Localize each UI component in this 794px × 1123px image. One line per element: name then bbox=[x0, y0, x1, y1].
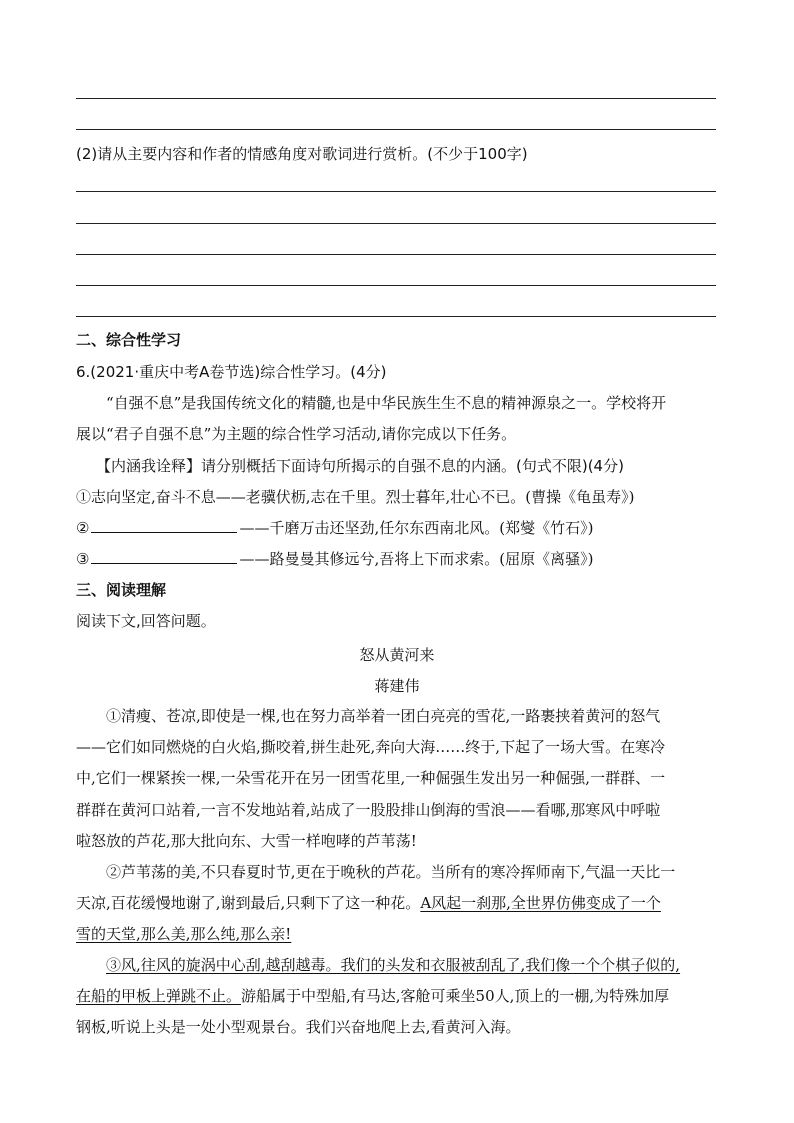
paragraph-line bbox=[76, 924, 724, 944]
answer-line bbox=[76, 316, 716, 317]
paragraph-line bbox=[76, 986, 724, 1006]
answer-item bbox=[76, 549, 724, 569]
reading-instruction: 阅读下文,回答问题。 bbox=[76, 612, 216, 630]
plain-text: 游船属于中型船,有马达,客舱可乘坐50人,顶上的一棚,为特殊加厚 bbox=[241, 987, 670, 1005]
task-instruction: 【内涵我诠释】请分别概括下面诗句所揭示的自强不息的内涵。(句式不限)(4分) bbox=[96, 457, 624, 475]
section-heading: 三、阅读理解 bbox=[76, 581, 167, 599]
paragraph-line: 中,它们一棵紧挨一棵,一朵雪花开在另一团雪花里,一种倔强生发出另一种倔强,一群群、一 bbox=[76, 769, 666, 787]
answer-item bbox=[76, 518, 724, 538]
paragraph-line: 钢板,听说上头是一处小型观景台。我们兴奋地爬上去,看黄河入海。 bbox=[76, 1018, 521, 1036]
item-number: ② bbox=[76, 519, 90, 537]
plain-text: 天凉,百花缓慢地谢了,谢到最后,只剩下了这一种花。 bbox=[76, 894, 421, 912]
answer-line bbox=[76, 191, 716, 192]
article-title: 怒从黄河来 bbox=[359, 646, 435, 664]
question-prompt: (2)请从主要内容和作者的情感角度对歌词进行赏析。(不少于100字) bbox=[76, 145, 528, 163]
paragraph-line: ——它们如同燃烧的白火焰,撕咬着,拼生赴死,奔向大海……终于,下起了一场大雪。在寒冷 bbox=[76, 738, 666, 756]
paragraph-line: 啦怒放的芦花,那大批向东、大雪一样咆哮的芦苇荡! bbox=[76, 832, 417, 850]
item-text: ——千磨万击还坚劲,任尔东西南北风。(郑燮《竹石》) bbox=[239, 519, 594, 537]
section-heading: 二、综合性学习 bbox=[76, 331, 182, 349]
paragraph-line: 群群在黄河口站着,一言不发地站着,站成了一股股排山倒海的雪浪——看哪,那寒风中呼啦 bbox=[76, 801, 661, 819]
intro-text: 展以“君子自强不息”为主题的综合性学习活动,请你完成以下任务。 bbox=[76, 425, 517, 443]
paragraph-line bbox=[76, 893, 724, 913]
intro-text: “自强不息”是我国传统文化的精髓,也是中华民族生生不息的精神源泉之一。学校将开 bbox=[106, 394, 667, 412]
answer-line bbox=[76, 98, 716, 99]
underlined-sentence-a: 雪的天堂,那么美,那么纯,那么亲! bbox=[76, 925, 292, 943]
article-author: 蒋建伟 bbox=[374, 677, 420, 695]
underlined-sentence: ③风,往风的旋涡中心刮,越刮越毒。我们的头发和衣服被刮乱了,我们像一个个棋子似的, bbox=[106, 956, 681, 974]
answer-line bbox=[76, 129, 716, 130]
answer-line bbox=[76, 223, 716, 224]
paragraph-line bbox=[106, 955, 718, 975]
answer-line bbox=[76, 254, 716, 255]
item-number: ③ bbox=[76, 550, 90, 568]
paragraph-line: ②芦苇荡的美,不只春夏时节,更在于晚秋的芦花。当所有的寒冷挥师南下,气温一天比一 bbox=[106, 863, 676, 881]
answer-item: ①志向坚定,奋斗不息——老骥伏枥,志在千里。烈士暮年,壮心不已。(曹操《龟虽寿》) bbox=[76, 488, 635, 506]
underlined-sentence: 在船的甲板上弹跳不止。 bbox=[76, 987, 242, 1005]
item-text: ——路曼曼其修远兮,吾将上下而求索。(屈原《离骚》) bbox=[239, 550, 594, 568]
fill-blank[interactable] bbox=[91, 518, 237, 533]
underlined-sentence-a: A风起一刹那,全世界仿佛变成了一个 bbox=[420, 894, 661, 912]
answer-line bbox=[76, 285, 716, 286]
fill-blank[interactable] bbox=[91, 549, 237, 564]
paragraph-line: ①清瘦、苍凉,即使是一棵,也在努力高举着一团白亮亮的雪花,一路裹挟着黄河的怒气 bbox=[106, 707, 661, 725]
question-header: 6.(2021·重庆中考A卷节选)综合性学习。(4分) bbox=[76, 363, 387, 381]
